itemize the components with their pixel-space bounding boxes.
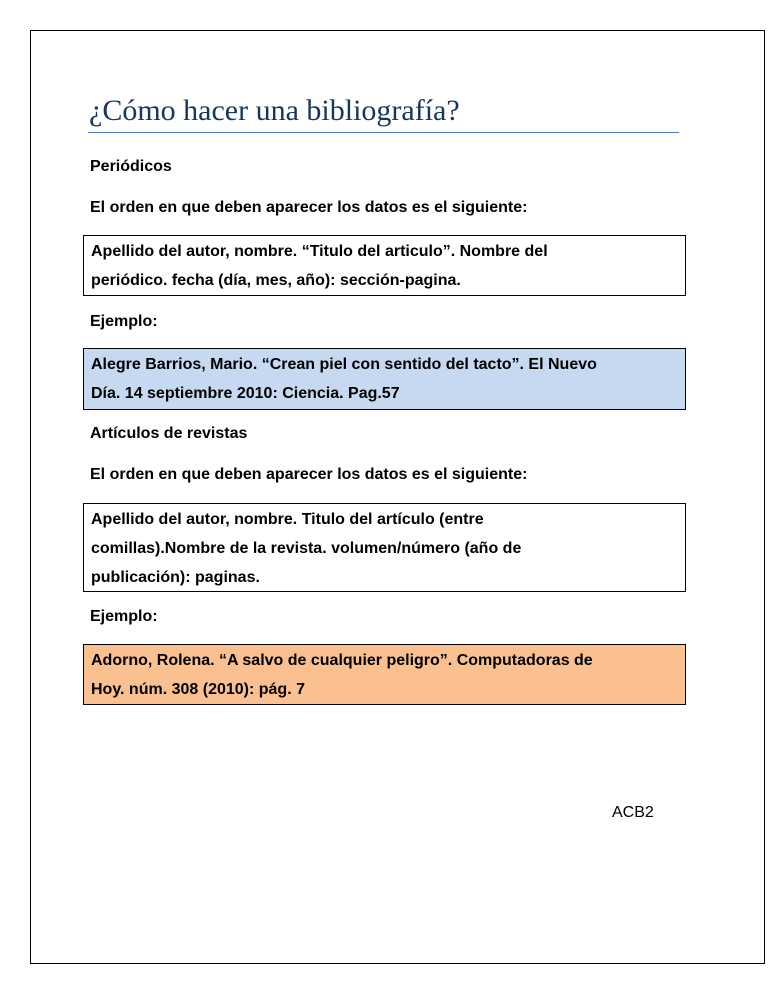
magazines-example-label: Ejemplo: <box>90 608 158 625</box>
magazines-format-box <box>83 503 686 592</box>
magazines-format-line: Apellido del autor, nombre. Titulo del artículo (entre <box>91 511 484 528</box>
page-title: ¿Cómo hacer una bibliografía? <box>89 94 460 127</box>
newspapers-example-box <box>83 348 686 410</box>
newspapers-heading: Periódicos <box>90 158 172 175</box>
magazines-heading: Artículos de revistas <box>90 425 248 442</box>
newspapers-format-box <box>83 235 686 296</box>
newspapers-example-line: Día. 14 septiembre 2010: Ciencia. Pag.57 <box>91 385 400 402</box>
newspapers-order-intro: El orden en que deben aparecer los datos es el siguiente: <box>90 199 528 216</box>
newspapers-example-label: Ejemplo: <box>90 313 158 330</box>
footer-code: ACB2 <box>612 804 654 821</box>
newspapers-format-line: periódico. fecha (día, mes, año): sección-pagina. <box>91 272 461 289</box>
title-underline <box>88 132 679 133</box>
magazines-example-line: Hoy. núm. 308 (2010): pág. 7 <box>91 681 305 698</box>
magazines-format-line: publicación): paginas. <box>91 569 260 586</box>
newspapers-format-line: Apellido del autor, nombre. “Titulo del articulo”. Nombre del <box>91 243 548 260</box>
magazines-example-box <box>83 644 686 705</box>
magazines-order-intro: El orden en que deben aparecer los datos es el siguiente: <box>90 466 528 483</box>
newspapers-example-line: Alegre Barrios, Mario. “Crean piel con sentido del tacto”. El Nuevo <box>91 356 597 373</box>
magazines-format-line: comillas).Nombre de la revista. volumen/número (año de <box>91 540 522 557</box>
magazines-example-line: Adorno, Rolena. “A salvo de cualquier peligro”. Computadoras de <box>91 652 593 669</box>
